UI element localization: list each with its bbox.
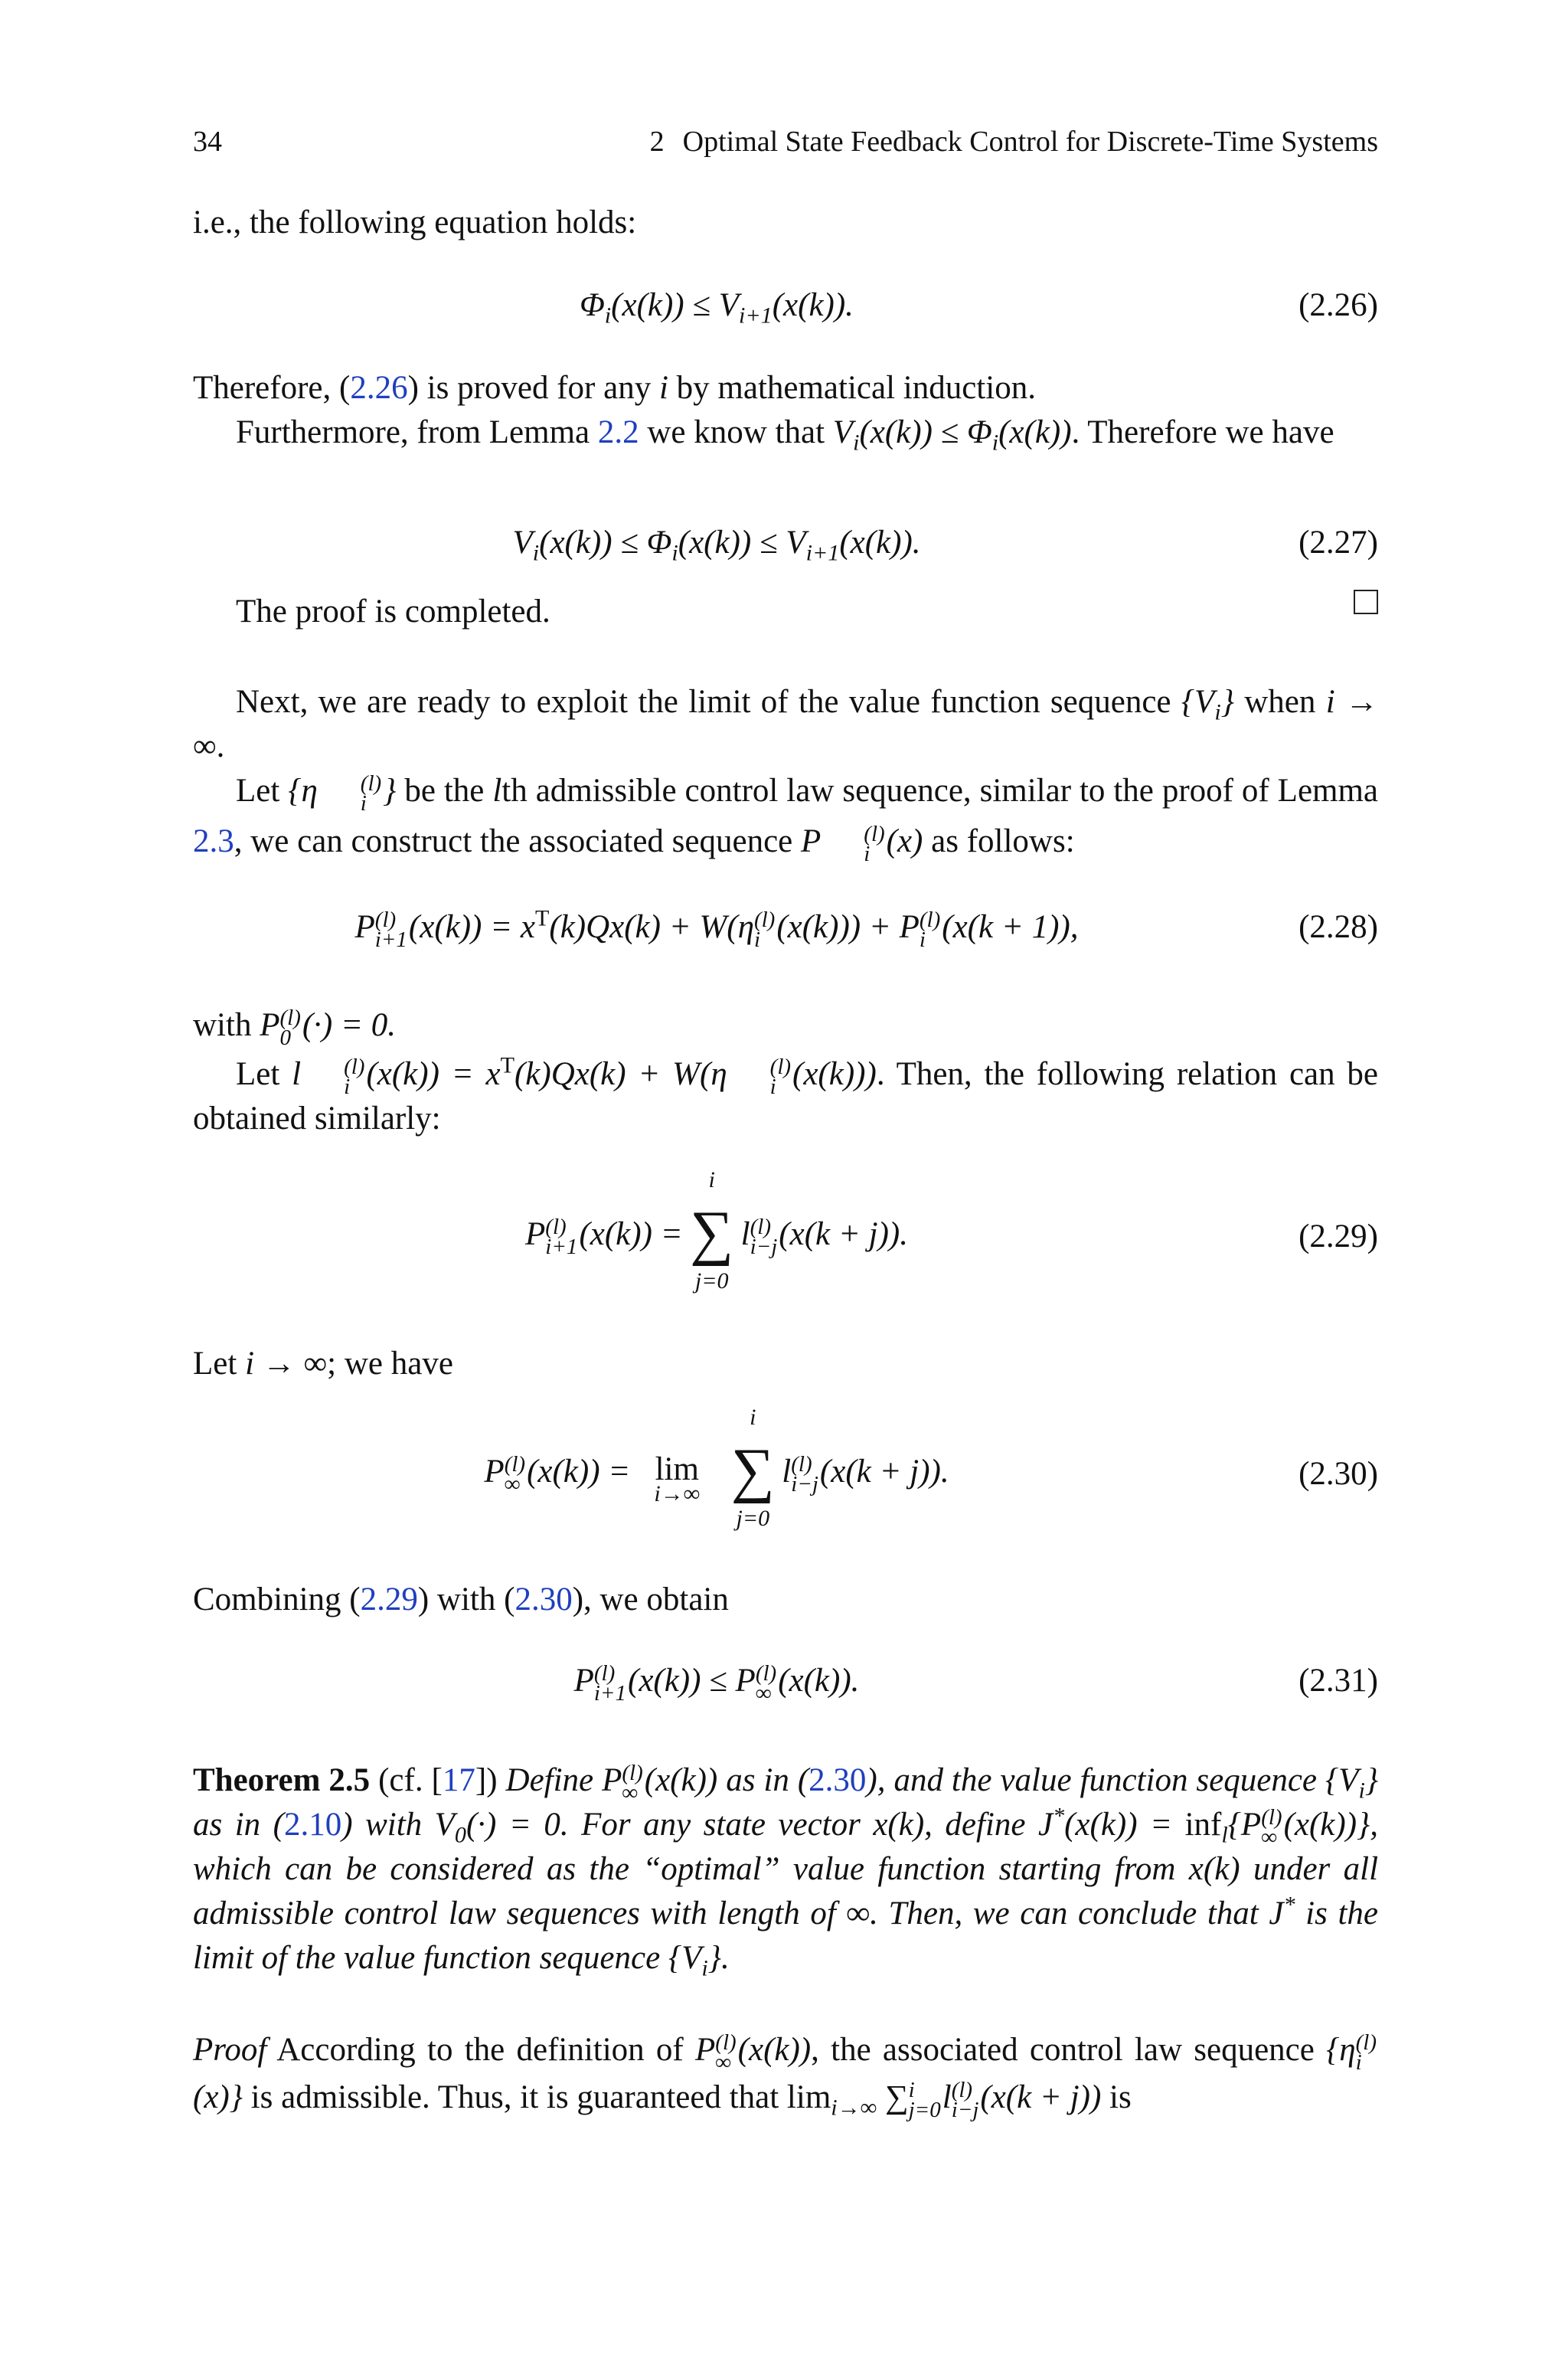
theorem-label: Theorem 2.5 bbox=[193, 1762, 371, 1798]
equation-2-28 bbox=[193, 905, 1378, 959]
equation-2-27 bbox=[193, 521, 1378, 574]
qed-square-icon bbox=[1354, 590, 1378, 614]
equation-2-30 bbox=[193, 1405, 1378, 1532]
equation-number: (2.28) bbox=[1298, 909, 1378, 945]
equation-body: $V_i(x(k)) \le \Phi_i(x(k)) \le V_{i+1}(x(k))$. bbox=[512, 525, 921, 566]
paragraph-furthermore: Furthermore, from Lemma 2.2 we know that $V_i(x(k)) \le \Phi_i(x(k))$. Therefore we have bbox=[236, 414, 1334, 456]
equation-number: (2.30) bbox=[1298, 1456, 1378, 1492]
equation-body: $\Phi_i(x(k)) \le V_{i+1}(x(k))$. bbox=[580, 287, 854, 329]
proof-paragraph: Proof According to the definition of P (l) ∞ (x(k)), the associated control law sequence {η (l) i (x)} is admissible. Thus, it is guaranteed that $\lim_{i\to\infty}$ ∑ i j=0 l (l) i−j (x(k + j)) is bbox=[193, 2030, 1377, 2123]
paragraph-let-eta: Let {η (l) i } be the lth admissible control law sequence, similar to the proof of Lemma 2.3, we can construct the associated sequence P (l) i (x) as follows: bbox=[193, 771, 1379, 867]
chapter-title: Optimal State Feedback Control for Discrete-Time Systems bbox=[682, 126, 1378, 158]
equation-body: P (l) i+1 (x(k)) = i ∑ j=0 l (l) i−j (x(k + j)). bbox=[525, 1167, 908, 1294]
equation-link[interactable]: 2.29 bbox=[360, 1582, 418, 1617]
summation-sign: i ∑ j=0 bbox=[730, 1405, 775, 1531]
equation-link[interactable]: 2.30 bbox=[808, 1762, 867, 1798]
equation-number: (2.29) bbox=[1298, 1218, 1378, 1254]
paragraph-induction: Therefore, (2.26) is proved for any i by mathematical induction. bbox=[193, 370, 1036, 406]
lemma-link[interactable]: 2.3 bbox=[193, 823, 234, 859]
equation-number: (2.31) bbox=[1298, 1663, 1378, 1699]
equation-2-31 bbox=[193, 1659, 1378, 1712]
chapter-number: 2 bbox=[649, 126, 665, 158]
equation-body: P (l) ∞ (x(k)) = lim i→∞ i ∑ j=0 l (l) i−j (x(k + j)). bbox=[484, 1405, 949, 1531]
paragraph-let-l: Let l (l) i $(x(k)) = x^T(k)Qx(k) + W(\eta$ (l) i (x(k))). Then, the following relation can be obtained similarly: bbox=[193, 1052, 1378, 1137]
equation-number: (2.26) bbox=[1298, 287, 1378, 323]
paragraph-combining: Combining (2.29) with (2.30), we obtain bbox=[193, 1582, 729, 1617]
equation-link[interactable]: 2.10 bbox=[284, 1807, 342, 1843]
proof-end-line: The proof is completed. bbox=[193, 590, 1378, 634]
equation-2-29 bbox=[193, 1167, 1378, 1294]
proof-label: Proof bbox=[193, 2032, 267, 2068]
equation-body: P (l) i+1 (x(k)) ≤ P (l) ∞ (x(k)). bbox=[573, 1661, 860, 1706]
intro-text: i.e., the following equation holds: bbox=[193, 204, 637, 240]
limit-operator: lim i→∞ bbox=[654, 1451, 701, 1506]
summation-sign: i ∑ j=0 bbox=[690, 1167, 734, 1294]
equation-number: (2.27) bbox=[1298, 525, 1378, 561]
paragraph-next: Next, we are ready to exploit the limit of the value function sequence $\{V_i\}$ when i → ∞. bbox=[193, 684, 1379, 764]
page-number: 34 bbox=[193, 126, 222, 158]
paragraph-let-infinity: Let i → ∞; we have bbox=[193, 1346, 453, 1382]
running-header bbox=[193, 119, 1378, 165]
theorem-2-5: Theorem 2.5 (cf. [17]) Define P (l) ∞ (x(k)) as in (2.30), and the value function sequence $\{V_i\}$ as in (2.10) with $V_0(\cdot) = 0$. For any state vector x(k), define J*(x(k)) = inf$_l${P (l) ∞ (x(k))}, which can be considered as the “optimal” value function starting from x(k) under all admissible control law sequences with length of ∞. Then, we can conclude that J* is the limit of the value function sequence $\{V_i\}$. bbox=[193, 1761, 1379, 1981]
equation-link[interactable]: 2.26 bbox=[350, 370, 408, 406]
equation-link[interactable]: 2.30 bbox=[514, 1582, 573, 1617]
equation-body: P (l) i+1 $(x(k)) = x^T(k)Qx(k) + W(\eta$ (l) i (x(k))) + P (l) i (x(k + 1)), bbox=[354, 904, 1079, 953]
paragraph-with: with P (l) 0 (·) = 0. bbox=[193, 1006, 397, 1051]
citation-link[interactable]: 17 bbox=[442, 1762, 475, 1798]
chapter-heading bbox=[650, 119, 1378, 164]
equation-2-26 bbox=[193, 283, 1378, 337]
lemma-link[interactable]: 2.2 bbox=[597, 414, 639, 450]
